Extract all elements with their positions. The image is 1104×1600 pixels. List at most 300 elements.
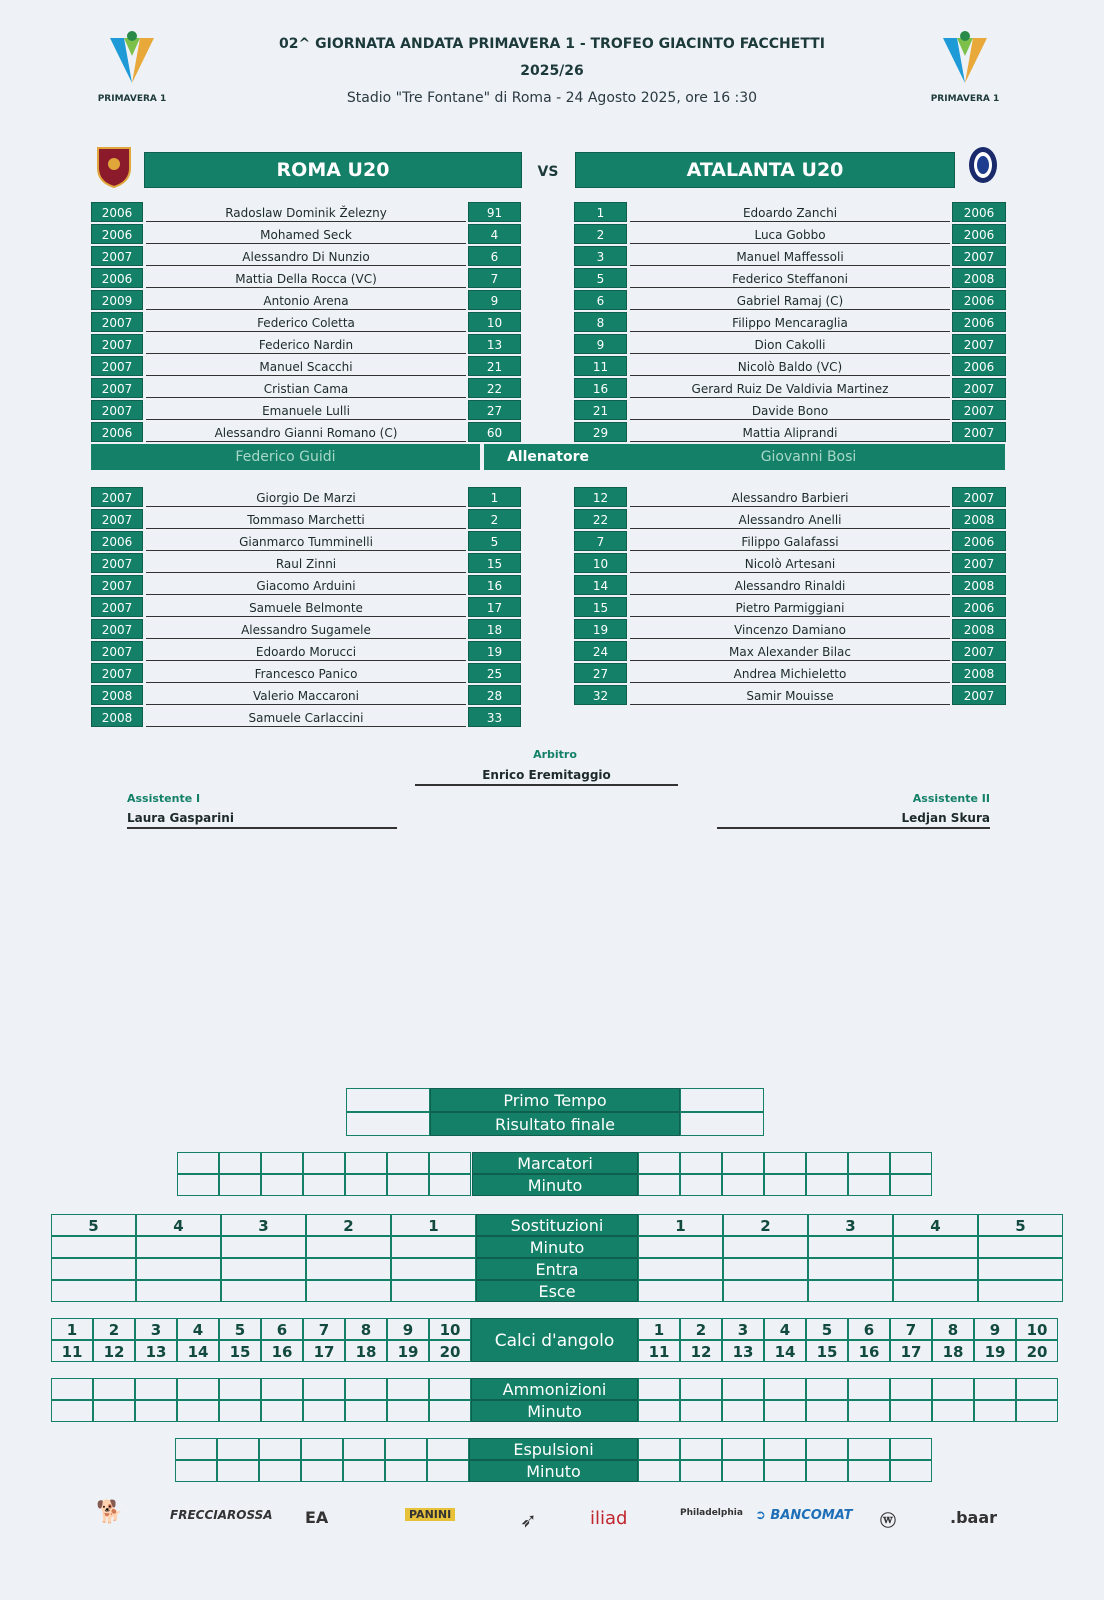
player-row <box>574 378 1006 398</box>
corner-number: 14 <box>177 1340 219 1362</box>
player-row <box>574 553 1006 573</box>
entry-cell <box>723 1280 808 1302</box>
referee-label: Arbitro <box>533 748 577 761</box>
entry-cell <box>51 1258 136 1280</box>
player-number: 16 <box>468 575 521 595</box>
player-number: 15 <box>468 553 521 573</box>
player-row <box>91 378 521 398</box>
player-name: Antonio Arena <box>146 290 466 310</box>
player-name: Max Alexander Bilac <box>630 641 950 661</box>
entry-cell <box>764 1152 806 1174</box>
player-year: 2007 <box>952 422 1006 442</box>
entry-cell <box>974 1378 1016 1400</box>
sub-number: 1 <box>391 1214 476 1236</box>
player-number: 19 <box>468 641 521 661</box>
player-name: Gianmarco Tumminelli <box>146 531 466 551</box>
assistant2-label: Assistente II <box>912 792 990 805</box>
entry-cell <box>808 1236 893 1258</box>
player-number: 27 <box>468 400 521 420</box>
entry-cell <box>177 1152 219 1174</box>
minuto-label: Minuto <box>469 1460 638 1482</box>
entry-cell <box>385 1438 427 1460</box>
entry-cell <box>303 1400 345 1422</box>
player-number: 10 <box>574 553 627 573</box>
player-row <box>91 575 521 595</box>
player-name: Alessandro Anelli <box>630 509 950 529</box>
player-year: 2006 <box>952 224 1006 244</box>
puma-logo: ➶ <box>520 1508 537 1532</box>
calci-angolo-label: Calci d'angolo <box>471 1318 638 1362</box>
entry-cell <box>427 1460 469 1482</box>
entry-cell <box>638 1258 723 1280</box>
player-year: 2007 <box>952 378 1006 398</box>
entry-cell <box>345 1174 387 1196</box>
corner-number: 10 <box>1016 1318 1058 1340</box>
player-number: 17 <box>468 597 521 617</box>
entry-cell <box>638 1438 680 1460</box>
entry-cell <box>890 1378 932 1400</box>
entry-cell <box>219 1378 261 1400</box>
player-row <box>91 312 521 332</box>
sostituzioni-label: Sostituzioni <box>476 1214 638 1236</box>
entry-cell <box>135 1378 177 1400</box>
player-number: 3 <box>574 246 627 266</box>
player-year: 2007 <box>91 487 143 507</box>
player-year: 2006 <box>91 268 143 288</box>
entry-cell <box>429 1152 471 1174</box>
assistant1-line <box>127 827 397 829</box>
player-number: 8 <box>574 312 627 332</box>
entry-cell <box>680 1438 722 1460</box>
player-row <box>91 334 521 354</box>
player-number: 1 <box>468 487 521 507</box>
score-box <box>680 1088 764 1112</box>
player-number: 27 <box>574 663 627 683</box>
player-row <box>91 597 521 617</box>
entry-cell <box>261 1378 303 1400</box>
entry-cell <box>219 1152 261 1174</box>
entry-cell <box>306 1280 391 1302</box>
assistant2-line <box>717 827 990 829</box>
vs-label: VS <box>537 164 559 180</box>
player-name: Alessandro Rinaldi <box>630 575 950 595</box>
entry-cell <box>893 1258 978 1280</box>
entry-cell <box>932 1378 974 1400</box>
player-row <box>91 224 521 244</box>
player-row <box>574 422 1006 442</box>
player-number: 21 <box>574 400 627 420</box>
player-number: 11 <box>574 356 627 376</box>
entry-cell <box>135 1400 177 1422</box>
player-row <box>91 663 521 683</box>
corner-number: 7 <box>303 1318 345 1340</box>
player-number: 28 <box>468 685 521 705</box>
player-row <box>91 553 521 573</box>
ammonizioni-label: Ammonizioni <box>471 1378 638 1400</box>
player-name: Radoslaw Dominik Železny <box>146 202 466 222</box>
entry-cell <box>764 1174 806 1196</box>
corner-number: 6 <box>848 1318 890 1340</box>
player-name: Edoardo Morucci <box>146 641 466 661</box>
player-row <box>91 422 521 442</box>
entry-cell <box>806 1174 848 1196</box>
corner-number: 11 <box>51 1340 93 1362</box>
player-name: Gabriel Ramaj (C) <box>630 290 950 310</box>
sub-number: 3 <box>221 1214 306 1236</box>
corner-number: 20 <box>429 1340 471 1362</box>
player-name: Gerard Ruiz De Valdivia Martinez <box>630 378 950 398</box>
player-year: 2006 <box>91 422 143 442</box>
corner-number: 17 <box>303 1340 345 1362</box>
entry-cell <box>303 1378 345 1400</box>
entry-cell <box>680 1400 722 1422</box>
corner-number: 15 <box>219 1340 261 1362</box>
entry-cell <box>764 1460 806 1482</box>
player-number: 16 <box>574 378 627 398</box>
entry-cell <box>345 1152 387 1174</box>
player-row <box>574 312 1006 332</box>
referee-line <box>415 784 678 786</box>
entry-cell <box>722 1152 764 1174</box>
entry-cell <box>303 1174 345 1196</box>
player-name: Filippo Galafassi <box>630 531 950 551</box>
entry-cell <box>890 1438 932 1460</box>
minuto-label: Minuto <box>476 1236 638 1258</box>
player-name: Valerio Maccaroni <box>146 685 466 705</box>
entry-cell <box>303 1152 345 1174</box>
entry-cell <box>932 1400 974 1422</box>
player-year: 2007 <box>91 641 143 661</box>
entry-cell <box>723 1236 808 1258</box>
entry-cell <box>893 1236 978 1258</box>
corner-number: 20 <box>1016 1340 1058 1362</box>
player-name: Raul Zinni <box>146 553 466 573</box>
player-number: 10 <box>468 312 521 332</box>
entry-cell <box>429 1400 471 1422</box>
entry-cell <box>177 1400 219 1422</box>
player-row <box>574 487 1006 507</box>
entry-cell <box>638 1174 680 1196</box>
player-name: Alessandro Barbieri <box>630 487 950 507</box>
player-year: 2007 <box>91 575 143 595</box>
entry-cell <box>387 1400 429 1422</box>
assistant1-label: Assistente I <box>127 792 201 805</box>
player-year: 2007 <box>91 509 143 529</box>
entry-cell <box>1016 1400 1058 1422</box>
marcatori-label: Marcatori <box>472 1152 638 1174</box>
player-number: 21 <box>468 356 521 376</box>
entry-cell <box>680 1174 722 1196</box>
espulsioni-label: Espulsioni <box>469 1438 638 1460</box>
entry-cell <box>93 1400 135 1422</box>
entry-cell <box>722 1460 764 1482</box>
corner-number: 7 <box>890 1318 932 1340</box>
entry-cell <box>343 1438 385 1460</box>
player-row <box>574 641 1006 661</box>
player-year: 2007 <box>952 685 1006 705</box>
entry-cell <box>806 1378 848 1400</box>
sub-number: 5 <box>51 1214 136 1236</box>
player-name: Samuele Carlaccini <box>146 707 466 727</box>
player-year: 2006 <box>91 224 143 244</box>
player-number: 25 <box>468 663 521 683</box>
bancomat-logo: ➲ BANCOMAT <box>755 1508 853 1523</box>
player-year: 2007 <box>952 400 1006 420</box>
player-number: 1 <box>574 202 627 222</box>
player-number: 2 <box>468 509 521 529</box>
player-year: 2008 <box>91 707 143 727</box>
season: 2025/26 <box>520 63 584 79</box>
player-row <box>91 246 521 266</box>
corner-number: 4 <box>177 1318 219 1340</box>
player-name: Cristian Cama <box>146 378 466 398</box>
entry-cell <box>345 1400 387 1422</box>
player-name: Tommaso Marchetti <box>146 509 466 529</box>
assistant1-name: Laura Gasparini <box>127 811 234 825</box>
player-row <box>91 531 521 551</box>
player-number: 60 <box>468 422 521 442</box>
player-year: 2007 <box>952 246 1006 266</box>
player-number: 9 <box>468 290 521 310</box>
player-number: 5 <box>574 268 627 288</box>
corner-number: 3 <box>135 1318 177 1340</box>
player-row <box>574 531 1006 551</box>
corner-number: 4 <box>764 1318 806 1340</box>
esce-label: Esce <box>476 1280 638 1302</box>
player-name: Giacomo Arduini <box>146 575 466 595</box>
corner-number: 16 <box>261 1340 303 1362</box>
assistant2-name: Ledjan Skura <box>901 811 990 825</box>
entry-cell <box>680 1460 722 1482</box>
entry-cell <box>890 1400 932 1422</box>
player-name: Alessandro Gianni Romano (C) <box>146 422 466 442</box>
entry-cell <box>722 1378 764 1400</box>
entry-cell <box>387 1378 429 1400</box>
entry-cell <box>722 1438 764 1460</box>
entry-cell <box>890 1460 932 1482</box>
player-number: 12 <box>574 487 627 507</box>
entry-cell <box>806 1460 848 1482</box>
player-number: 18 <box>468 619 521 639</box>
player-year: 2006 <box>952 290 1006 310</box>
player-name: Alessandro Di Nunzio <box>146 246 466 266</box>
home-team-name: ROMA U20 <box>144 152 522 188</box>
player-name: Davide Bono <box>630 400 950 420</box>
entry-cell <box>848 1174 890 1196</box>
player-year: 2007 <box>91 619 143 639</box>
player-number: 32 <box>574 685 627 705</box>
frecciarossa-logo: FRECCIAROSSA <box>170 1508 273 1522</box>
player-row <box>574 268 1006 288</box>
player-row <box>574 356 1006 376</box>
logo-caption: PRIMAVERA 1 <box>930 94 1000 104</box>
entry-cell <box>261 1400 303 1422</box>
player-year: 2007 <box>91 663 143 683</box>
corner-number: 9 <box>974 1318 1016 1340</box>
entry-cell <box>638 1460 680 1482</box>
entry-cell <box>391 1280 476 1302</box>
entry-cell <box>261 1174 303 1196</box>
match-title: 02^ GIORNATA ANDATA PRIMAVERA 1 - TROFEO GIACINTO FACCHETTI <box>279 36 825 52</box>
player-name: Manuel Maffessoli <box>630 246 950 266</box>
venue-date: Stadio "Tre Fontane" di Roma - 24 Agosto 2025, ore 16 :30 <box>346 90 758 106</box>
entry-cell <box>391 1236 476 1258</box>
entry-cell <box>848 1400 890 1422</box>
sub-number: 4 <box>136 1214 221 1236</box>
minuto-label: Minuto <box>471 1400 638 1422</box>
player-year: 2007 <box>91 597 143 617</box>
player-number: 6 <box>574 290 627 310</box>
entry-cell <box>808 1280 893 1302</box>
entry-cell <box>177 1174 219 1196</box>
entry-cell <box>219 1174 261 1196</box>
player-year: 2008 <box>91 685 143 705</box>
entry-cell <box>51 1400 93 1422</box>
entry-cell <box>680 1378 722 1400</box>
score-box <box>680 1112 764 1136</box>
player-number: 9 <box>574 334 627 354</box>
player-name: Alessandro Sugamele <box>146 619 466 639</box>
entry-cell <box>806 1400 848 1422</box>
entry-cell <box>1016 1378 1058 1400</box>
entry-cell <box>306 1236 391 1258</box>
entry-cell <box>890 1152 932 1174</box>
eni-logo-icon: 🐕 <box>96 1500 124 1525</box>
player-number: 19 <box>574 619 627 639</box>
entry-cell <box>175 1460 217 1482</box>
entry-cell <box>136 1236 221 1258</box>
player-year: 2007 <box>952 487 1006 507</box>
player-row <box>91 707 521 727</box>
entry-cell <box>259 1438 301 1460</box>
panini-logo: PANINI <box>405 1508 455 1521</box>
player-year: 2008 <box>952 509 1006 529</box>
corner-number: 12 <box>93 1340 135 1362</box>
player-name: Nicolò Artesani <box>630 553 950 573</box>
entry-cell <box>978 1280 1063 1302</box>
sub-number: 3 <box>808 1214 893 1236</box>
player-year: 2007 <box>91 312 143 332</box>
entry-cell <box>848 1438 890 1460</box>
player-row <box>91 509 521 529</box>
player-number: 7 <box>468 268 521 288</box>
corner-number: 5 <box>806 1318 848 1340</box>
entry-cell <box>764 1378 806 1400</box>
corner-number: 8 <box>345 1318 387 1340</box>
entry-cell <box>848 1460 890 1482</box>
sub-number: 1 <box>638 1214 723 1236</box>
entry-cell <box>221 1280 306 1302</box>
corner-number: 2 <box>680 1318 722 1340</box>
player-name: Mattia Aliprandi <box>630 422 950 442</box>
entry-cell <box>723 1258 808 1280</box>
player-name: Giorgio De Marzi <box>146 487 466 507</box>
entry-cell <box>217 1460 259 1482</box>
sub-number: 2 <box>306 1214 391 1236</box>
coach-label: Allenatore <box>482 444 614 470</box>
entry-cell <box>808 1258 893 1280</box>
entry-cell <box>638 1152 680 1174</box>
player-name: Edoardo Zanchi <box>630 202 950 222</box>
entry-cell <box>978 1258 1063 1280</box>
player-number: 22 <box>468 378 521 398</box>
corner-number: 1 <box>51 1318 93 1340</box>
entry-cell <box>429 1378 471 1400</box>
baar-logo: .baar <box>950 1508 998 1527</box>
corner-number: 6 <box>261 1318 303 1340</box>
player-year: 2006 <box>952 356 1006 376</box>
corner-number: 13 <box>135 1340 177 1362</box>
roma-crest-icon <box>96 146 132 188</box>
vw-logo: ⓦ <box>880 1511 897 1530</box>
player-row <box>91 400 521 420</box>
player-number: 5 <box>468 531 521 551</box>
player-number: 91 <box>468 202 521 222</box>
player-number: 15 <box>574 597 627 617</box>
player-name: Luca Gobbo <box>630 224 950 244</box>
entry-cell <box>429 1174 471 1196</box>
sub-number: 4 <box>893 1214 978 1236</box>
entry-cell <box>219 1400 261 1422</box>
player-year: 2007 <box>91 246 143 266</box>
player-number: 14 <box>574 575 627 595</box>
player-row <box>574 685 1006 705</box>
entry-cell <box>259 1460 301 1482</box>
entry-cell <box>680 1152 722 1174</box>
player-number: 29 <box>574 422 627 442</box>
corner-number: 18 <box>345 1340 387 1362</box>
player-year: 2007 <box>952 334 1006 354</box>
player-year: 2007 <box>91 553 143 573</box>
entry-cell <box>217 1438 259 1460</box>
entry-cell <box>51 1378 93 1400</box>
corner-number: 16 <box>848 1340 890 1362</box>
entry-cell <box>427 1438 469 1460</box>
player-row <box>91 619 521 639</box>
player-name: Filippo Mencaraglia <box>630 312 950 332</box>
player-year: 2006 <box>91 531 143 551</box>
entry-cell <box>301 1438 343 1460</box>
player-row <box>574 597 1006 617</box>
entry-cell <box>93 1378 135 1400</box>
player-number: 2 <box>574 224 627 244</box>
player-name: Federico Nardin <box>146 334 466 354</box>
entry-cell <box>893 1280 978 1302</box>
corner-number: 3 <box>722 1318 764 1340</box>
entry-cell <box>638 1236 723 1258</box>
entry-cell <box>136 1280 221 1302</box>
player-number: 4 <box>468 224 521 244</box>
entry-cell <box>806 1152 848 1174</box>
player-name: Nicolò Baldo (VC) <box>630 356 950 376</box>
entry-cell <box>848 1378 890 1400</box>
player-year: 2007 <box>91 356 143 376</box>
player-name: Manuel Scacchi <box>146 356 466 376</box>
risultato-finale-label: Risultato finale <box>430 1112 680 1136</box>
entry-cell <box>848 1152 890 1174</box>
player-name: Emanuele Lulli <box>146 400 466 420</box>
player-name: Samir Mouisse <box>630 685 950 705</box>
entry-cell <box>722 1174 764 1196</box>
entry-cell <box>974 1400 1016 1422</box>
player-number: 22 <box>574 509 627 529</box>
player-row <box>91 685 521 705</box>
corner-number: 11 <box>638 1340 680 1362</box>
player-row <box>91 641 521 661</box>
corner-number: 18 <box>932 1340 974 1362</box>
entry-cell <box>306 1258 391 1280</box>
player-row <box>574 619 1006 639</box>
